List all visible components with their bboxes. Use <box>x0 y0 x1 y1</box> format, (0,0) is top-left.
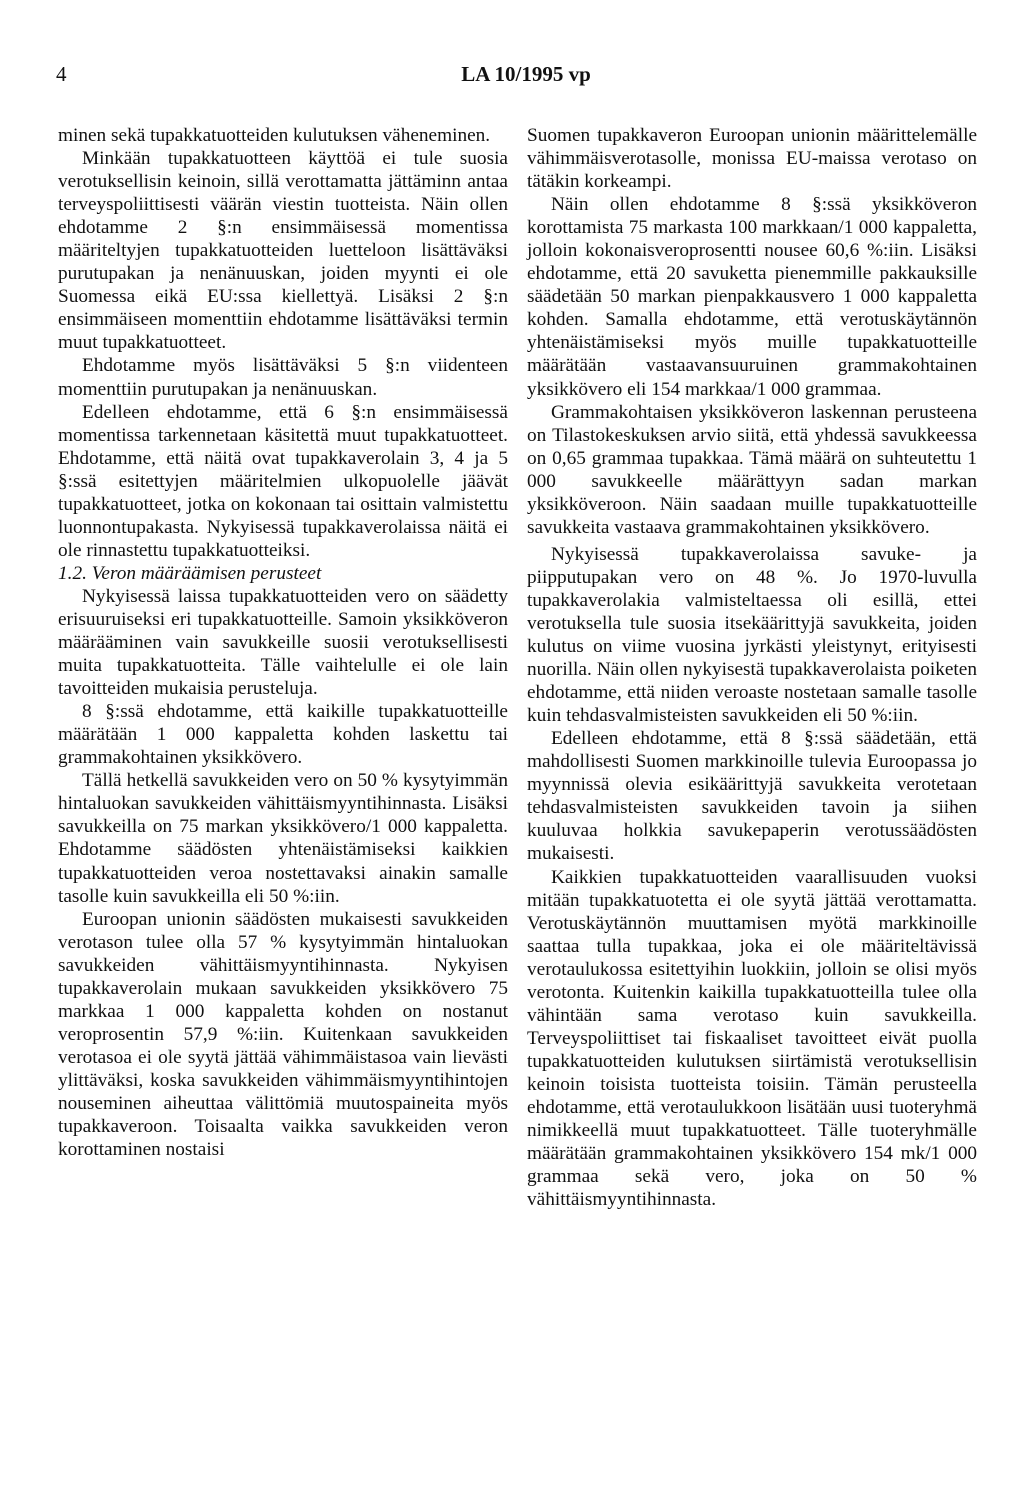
paragraph: Tällä hetkellä savukkeiden vero on 50 % kysytyimmän hintaluokan savukkeiden vähittäismyyntihinnasta. Lisäksi savukkeilla on 75 markan yksikkövero/1 000 kappaletta. Ehdotamme säädösten yhtenäistämiseksi kaikkien tupakkatuotteiden veroa nostettavaksi ainakin samalle tasolle kuin savukkeilla eli 50 %:iin. <box>58 770 508 907</box>
section-heading: 1.2. Veron määräämisen perusteet <box>58 562 322 584</box>
paragraph: Grammakohtaisen yksikköveron laskennan perusteena on Tilastokeskuksen arvio siitä, että yhdessä savukkeessa on 0,65 grammaa tupakkaa. Tämä määrä on suhteutettu 1 000 savukkeelle määrättyyn sadan markan yksikköveroon. Näin saadaan muille tupakkatuotteille savukkeita vastaava grammakohtainen yksikkövero. <box>527 401 977 538</box>
paragraph: Nykyisessä tupakkaverolaissa savuke- ja piipputupakan vero on 48 %. Jo 1970-luvulla tupakkaverolakia valmisteltaessa oli esillä, ettei verotuksella tule suosia itsekäärittyjä savukkeita, joiden kulutus on viime vuosina jyrkästi yleistynyt, erityisesti nuorilla. Näin ollen nykyisestä tupakkaverolaista poiketen ehdotamme, että niiden veroaste nostetaan samalle tasolle kuin tehdasvalmisteisten savukkeiden eli 50 %:iin. <box>527 543 977 727</box>
paragraph: minen sekä tupakkatuotteiden kulutuksen väheneminen. <box>58 125 491 146</box>
paragraph: Näin ollen ehdotamme 8 §:ssä yksikköveron korottamista 75 markasta 100 markkaan/1 000 kappaletta, jolloin kokonaisveroprosentti nousee 60,6 %:iin. Lisäksi ehdotamme, että 20 savuketta pienemmille pakkauksille säädetään 50 markan pienpakkausvero 1 000 kappaletta kohden. Samalla ehdotamme, että verotuskäytännön yhtenäistämiseksi myös muille tupakkatuotteille määrätään vastaavansuuruinen grammakohtainen yksikkövero eli 154 markkaa/1 000 grammaa. <box>527 194 977 400</box>
paragraph: Ehdotamme myös lisättäväksi 5 §:n viidenteen momenttiin purutupakan ja nenänuuskan. <box>58 355 508 400</box>
document-id: LA 10/1995 vp <box>461 62 591 86</box>
paragraph: Euroopan unionin säädösten mukaisesti savukkeiden verotason tulee olla 57 % kysytyimmän hintaluokan savukkeiden vähittäismyyntihinnasta. Nykyisen tupakkaverolain mukaan savukkeiden yksikkövero 75 markkaa 1 000 kappaletta kohden on nostanut veroprosentin 57,9 %:iin. Kuitenkaan savukkeiden verotasoa ei ole syytä jättää vähimmäistasoa vain lievästi ylittäväksi, koska savukkeiden vähimmäismyyntihintojen nouseminen aiheuttaa välittömiä muutospaineita myös tupakkaveroon. Toisaalta vaikka savukkeiden veron korottaminen nostaisi <box>58 908 508 1161</box>
page-number: 4 <box>56 62 67 86</box>
left-column <box>58 124 508 1161</box>
paragraph: Edelleen ehdotamme, että 8 §:ssä säädetään, että mahdollisesti Suomen markkinoille tulevia Euroopassa jo myynnissä olevia esikäärittyjä savukkeita verotetaan tehdasvalmisteisten savukkeiden tavoin ja siihen kuuluvaa holkkia savukepaperin verotussäädösten mukaisesti. <box>527 728 977 865</box>
page-header <box>56 62 996 92</box>
right-column <box>527 124 977 1211</box>
paragraph: 8 §:ssä ehdotamme, että kaikille tupakkatuotteille määrätään 1 000 kappaletta kohden laskettu tai grammakohtainen yksikkövero. <box>58 701 508 769</box>
paragraph: Edelleen ehdotamme, että 6 §:n ensimmäisessä momentissa tarkennetaan käsitettä muut tupakkatuotteet. Ehdotamme, että näitä ovat tupakkaverolain 3, 4 ja 5 §:ssä esitettyjen määritelmien ulkopuolelle jäävät tupakkatuotteet, jotka on kokonaan tai osittain valmistettu luonnontupakasta. Nykyisessä tupakkaverolaissa näitä ei ole rinnastettu tupakkatuotteiksi. <box>58 401 508 561</box>
paragraph: Nykyisessä laissa tupakkatuotteiden vero on säädetty erisuuruiseksi eri tupakkatuotteille. Samoin yksikköveron määrääminen vain savukkeille suosii verotuksellisesti muita tupakkatuotteita. Tälle vaihtelulle ei ole lain tavoitteiden mukaisia perusteluja. <box>58 585 508 700</box>
paragraph: Minkään tupakkatuotteen käyttöä ei tule suosia verotuksellisin keinoin, sillä verottamatta jättäminn antaa terveyspoliittisesti väärän viestin tuotteista. Näin ollen ehdotamme 2 §:n ensimmäisessä momentissa määriteltyjen tupakkatuotteiden luetteloon lisättäväksi purutupakan ja nenänuuskan, joiden myynti ei ole Suomessa eikä EU:ssa kiellettyä. Lisäksi 2 §:n ensimmäiseen momenttiin ehdotamme lisättäväksi termin muut tupakkatuotteet. <box>58 148 508 354</box>
paragraph: Kaikkien tupakkatuotteiden vaarallisuuden vuoksi mitään tupakkatuotetta ei ole syytä jättää verottamatta. Verotuskäytännön muuttamisen myötä markkinoille saattaa tulla tupakkaa, joka ei ole määriteltävissä verotaulukossa esitettyihin luokkiin, jolloin se olisi myös verotonta. Kuitenkin kaikilla tupakkatuotteilla tulee olla vähintään sama verotaso kuin savukkeilla. Terveyspoliittiset tai fiskaaliset tavoitteet eivät puolla tupakkatuotteiden kulutuksen siirtämistä verotuksellisin keinoin toisista tuotteista toisiin. Tämän perusteella ehdotamme, että verotaulukkoon lisätään uusi tuoteryhmä nimikkeellä muut tupakkatuotteet. Tälle tuoteryhmälle määrätään grammakohtainen yksikkövero 154 mk/1 000 grammaa sekä vero, joka on 50 % vähittäismyyntihinnasta. <box>527 866 977 1211</box>
paragraph: Suomen tupakkaveron Euroopan unionin määrittelemälle vähimmäisverotasolle, monissa EU-maissa verotaso on tätäkin korkeampi. <box>527 125 977 193</box>
